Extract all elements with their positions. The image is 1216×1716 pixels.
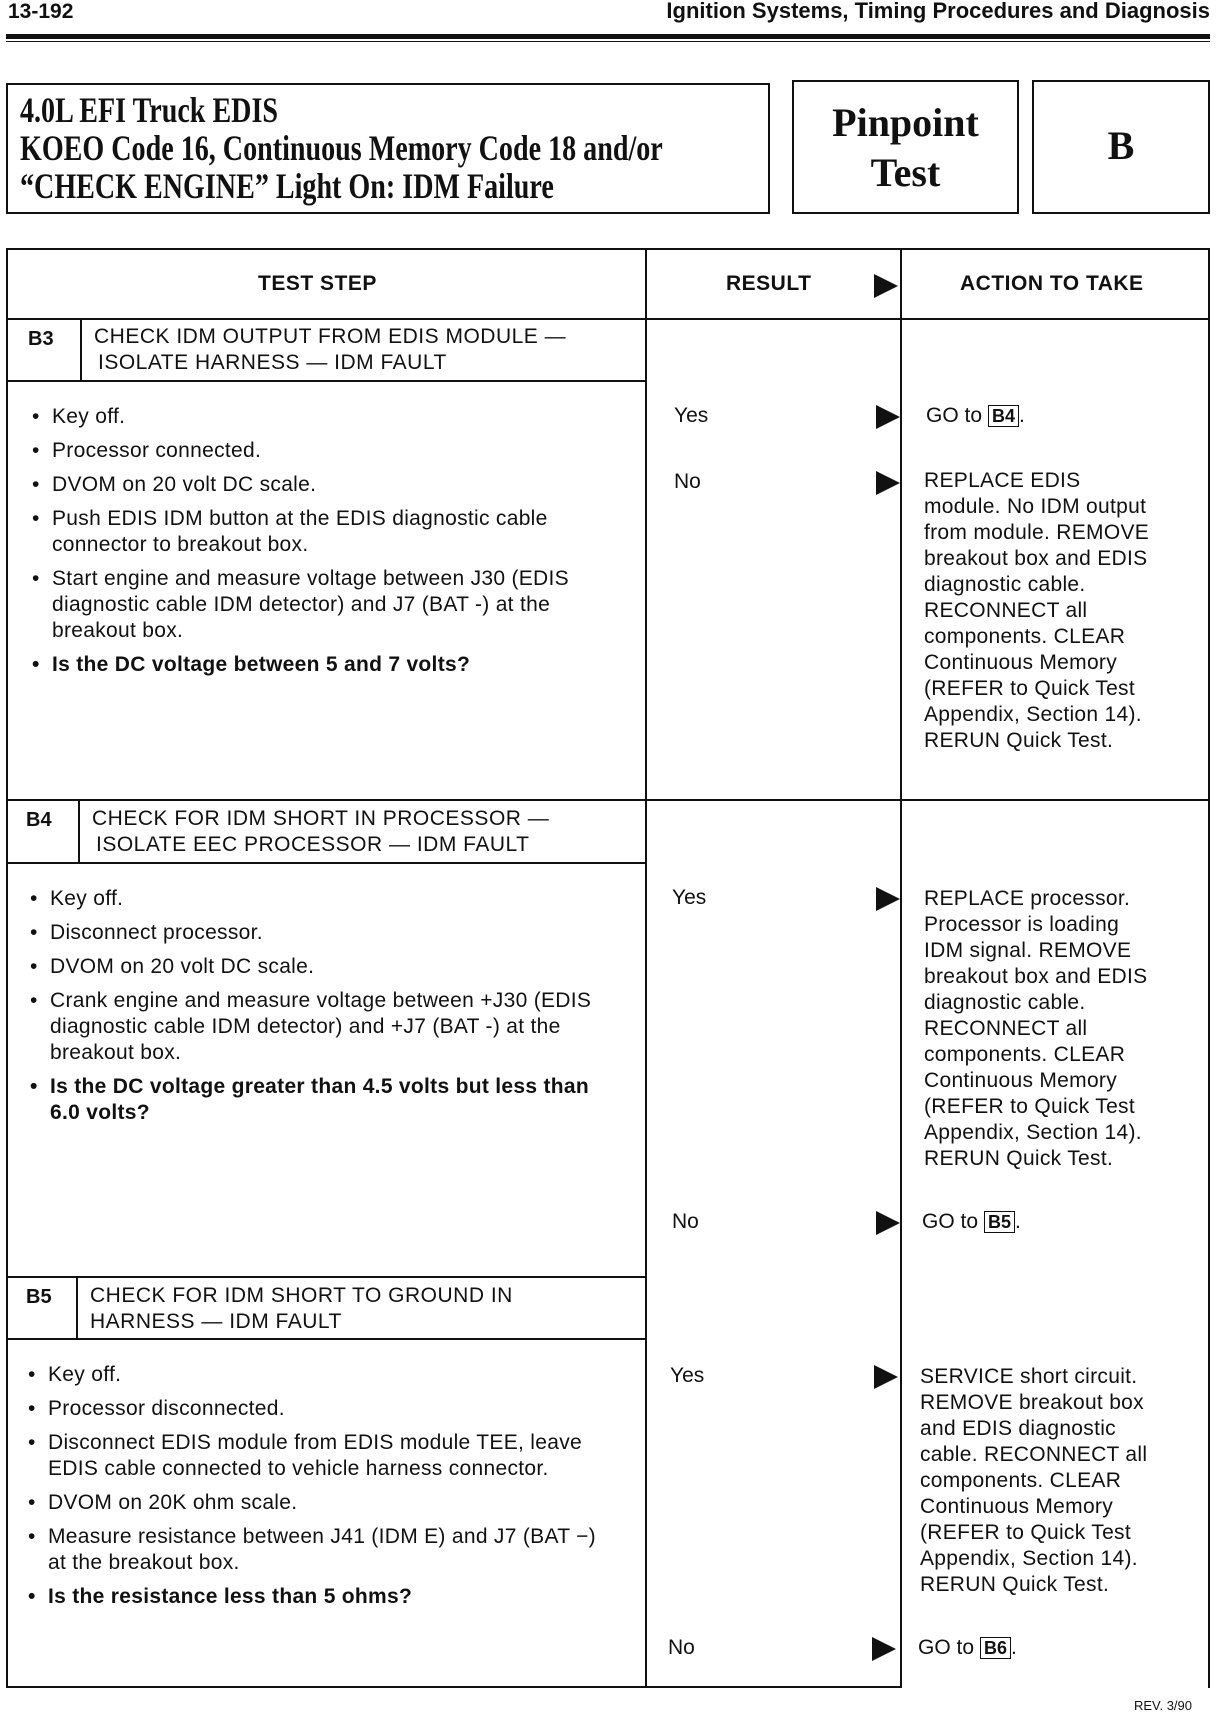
title-line-3: “CHECK ENGINE” Light On: IDM Failure (20, 166, 554, 206)
result-yes: Yes (670, 1364, 705, 1387)
header-rule (6, 34, 1210, 39)
result-header: RESULT (726, 272, 812, 295)
pinpoint-test-box (792, 80, 1019, 214)
page-title (20, 91, 663, 205)
step-instructions (30, 404, 590, 686)
table-bottom-border (6, 1686, 900, 1688)
step-title: CHECK IDM OUTPUT FROM EDIS MODULE — ISOLATE HARNESS — IDM FAULT (94, 325, 567, 374)
instruction-item: • Start engine and measure voltage between J30 (EDIS diagnostic cable IDM detector) and J7 (BAT -) at the breakout box. (30, 566, 590, 644)
result-no: No (674, 470, 701, 493)
step-id: B4 (26, 809, 52, 831)
step-instructions (28, 886, 598, 1134)
step-id-divider (78, 801, 80, 862)
result-arrow-icon (874, 1365, 898, 1389)
instruction-item: • Disconnect processor. (28, 920, 598, 946)
step-reference[interactable]: B5 (984, 1211, 1015, 1233)
result-no: No (672, 1210, 699, 1233)
table-top-border (6, 248, 1210, 250)
step-reference[interactable]: B6 (980, 1637, 1011, 1659)
goto-action: GO to B4 . (926, 404, 1025, 427)
test-step-column-divider (645, 248, 647, 1688)
step-id: B5 (26, 1286, 52, 1308)
instruction-item: • Key off. (26, 1362, 606, 1388)
pinpoint-line-2: Test (870, 150, 941, 195)
title-line-2: KOEO Code 16, Continuous Memory Code 18 and/or (20, 128, 663, 168)
step-reference[interactable]: B4 (988, 405, 1019, 427)
pinpoint-test-label (794, 98, 1017, 198)
table-header-divider (6, 318, 1210, 320)
result-arrow-icon (876, 405, 900, 429)
step-id: B3 (28, 328, 54, 350)
title-line-1: 4.0L EFI Truck EDIS (20, 90, 279, 130)
instruction-item: • DVOM on 20 volt DC scale. (28, 954, 598, 980)
result-yes: Yes (672, 886, 707, 909)
table-left-border (6, 248, 8, 1688)
step-question: • Is the DC voltage greater than 4.5 volts but less than 6.0 volts? (28, 1074, 598, 1126)
goto-action: GO to B6 . (918, 1636, 1017, 1659)
result-arrow-icon (876, 471, 900, 495)
step-divider (6, 799, 1210, 801)
instruction-item: • Processor connected. (30, 438, 590, 464)
step-title: CHECK FOR IDM SHORT TO GROUND IN HARNESS — IDM FAULT (90, 1284, 513, 1333)
instruction-item: • Measure resistance between J41 (IDM E) and J7 (BAT −) at the breakout box. (26, 1524, 606, 1576)
step-divider (6, 1276, 646, 1278)
pinpoint-line-1: Pinpoint (832, 100, 979, 145)
test-letter-box (1032, 80, 1210, 214)
result-arrow-icon (874, 274, 898, 298)
step-question: • Is the resistance less than 5 ohms? (26, 1584, 606, 1610)
result-arrow-icon (876, 887, 900, 911)
step-id-divider (76, 1278, 78, 1339)
instruction-item: • Push EDIS IDM button at the EDIS diagnostic cable connector to breakout box. (30, 506, 590, 558)
page-number: 13-192 (8, 0, 74, 23)
action-text: SERVICE short circuit. REMOVE breakout box and EDIS diagnostic cable. RECONNECT all components. CLEAR Continuous Memory (REFER to Quick Test Appendix, Section 14). RERUN Quick Test. (920, 1365, 1148, 1596)
action-header: ACTION TO TAKE (960, 272, 1144, 295)
instruction-item: • DVOM on 20K ohm scale. (26, 1490, 606, 1516)
test-letter: B (1107, 123, 1135, 168)
step-heading-bottom (6, 862, 646, 864)
result-arrow-icon (872, 1637, 896, 1661)
instruction-item: • Key off. (28, 886, 598, 912)
result-yes: Yes (674, 404, 709, 427)
revision-note: REV. 3/90 (1133, 1698, 1192, 1713)
instruction-item: • Disconnect EDIS module from EDIS module TEE, leave EDIS cable connected to vehicle harness connector. (26, 1430, 606, 1482)
instruction-item: • DVOM on 20 volt DC scale. (30, 472, 590, 498)
instruction-item: • Processor disconnected. (26, 1396, 606, 1422)
result-no: No (668, 1636, 695, 1659)
header-rule-thin (6, 41, 1210, 42)
table-right-border (1208, 248, 1210, 1688)
action-text: REPLACE EDIS module. No IDM output from module. REMOVE breakout box and EDIS diagnostic cable. RECONNECT all components. CLEAR Continuous Memory (REFER to Quick Test Appendix, Section 14). RERUN Quick Test. (924, 469, 1150, 752)
instruction-item: • Crank engine and measure voltage between +J30 (EDIS diagnostic cable IDM detector) and +J7 (BAT -) at the breakout box. (28, 988, 598, 1066)
title-box (6, 83, 770, 214)
instruction-item: • Key off. (30, 404, 590, 430)
test-step-header: TEST STEP (258, 272, 377, 295)
step-heading-bottom (6, 1338, 646, 1340)
result-column-divider (900, 248, 902, 1688)
result-arrow-icon (876, 1211, 900, 1235)
step-id-divider (80, 320, 82, 381)
step-heading-bottom (6, 380, 646, 382)
step-title: CHECK FOR IDM SHORT IN PROCESSOR — ISOLATE EEC PROCESSOR — IDM FAULT (92, 807, 550, 856)
running-head: Ignition Systems, Timing Procedures and Diagnosis (666, 0, 1210, 23)
action-text: REPLACE processor. Processor is loading IDM signal. REMOVE breakout box and EDIS diagnostic cable. RECONNECT all components. CLEAR Continuous Memory (REFER to Quick Test Appendix, Section 14). RERUN Quick Test. (924, 887, 1148, 1170)
step-instructions (26, 1362, 606, 1618)
step-question: • Is the DC voltage between 5 and 7 volts? (30, 652, 590, 678)
goto-action: GO to B5 . (922, 1210, 1021, 1233)
